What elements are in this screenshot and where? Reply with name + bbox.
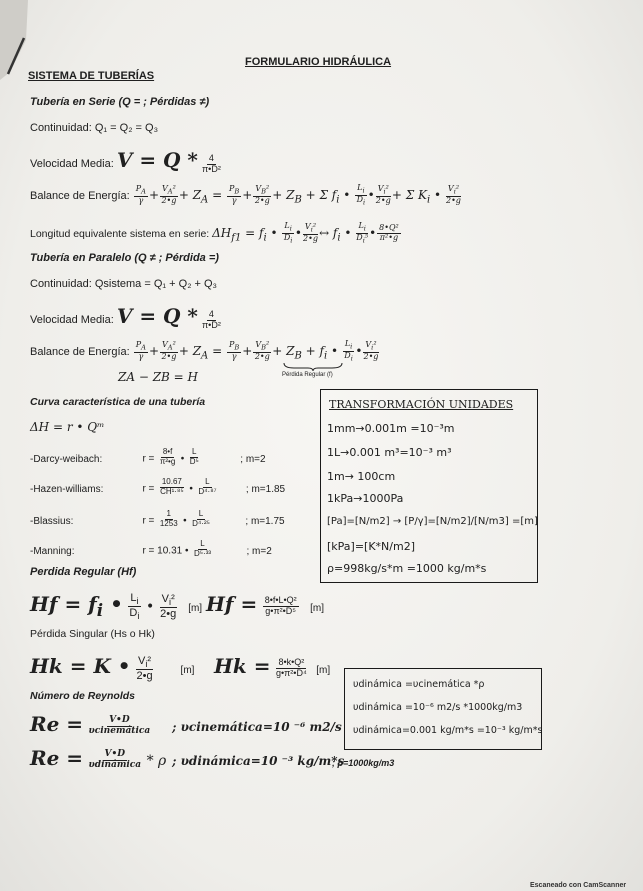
- curva-row-den1: CH¹·⁸⁵: [160, 486, 184, 496]
- curva-row-name: -Manning:: [30, 545, 75, 557]
- reynolds-num-2: V•D: [104, 749, 126, 760]
- reynolds-den-2: υdinámica: [88, 760, 142, 771]
- hf-formula-2: Hf = $\frac{\text{8•f•L•Q²}}{\text{g•π²•D⁵}}$ [m]: [206, 592, 324, 617]
- hf-formula-1: $Hf = f_i$ • $\frac{L_i}{D_i}$ • $\frac{V_i^2}{2•g}$ [m]: [30, 592, 203, 622]
- unidades-line: [kPa]=[K*N/m2]: [327, 540, 415, 553]
- curva-row-name: -Hazen-williams:: [30, 483, 104, 495]
- curva-row-num2: L: [200, 539, 205, 548]
- viscosidad-line: υdinámica =υcinemática *ρ: [353, 679, 485, 690]
- reynolds-formula-2: Re = $\frac{V•D}{\text{υdinámica}}$ * ρ: [30, 746, 167, 771]
- reynolds-note-2: ; υdinámica=10 ⁻³ kg/m*s: [172, 754, 345, 768]
- curva-row-lhs: r = 10.31 •: [142, 545, 189, 557]
- footer-watermark: Escaneado con CamScanner: [530, 882, 627, 889]
- hf-num2: 8•f•L•Q²: [264, 595, 297, 606]
- curva-row-num1: 10.67: [161, 477, 182, 486]
- perdida-regular-note: Pérdida Regular (f): [282, 372, 333, 378]
- paralelo-velocidad-lhs: V = Q *: [116, 304, 198, 328]
- paralelo-balance-formula: $\frac{P_A}{\gamma}$ + $\frac{V_A^2}{2•g}$ + $Z_A$ = $\frac{P_B}{\gamma}$ + $\frac{V_B^2}{2•g}$ + $Z_B + f_i$ • $\frac{L_i}{D_i}$ • $\frac{V_i^2}{2•g}$: [135, 339, 379, 363]
- perdida-regular-brace: [282, 362, 344, 372]
- serie-velocidad-frac: [202, 154, 221, 175]
- paralelo-continuidad-label: Continuidad:: [30, 278, 92, 290]
- serie-continuidad: [30, 122, 158, 134]
- curva-row-m: ; m=1.85: [245, 483, 286, 495]
- curva-row-den2: D⁵·³³: [193, 548, 212, 558]
- paralelo-balance-label: Balance de Energía:: [30, 345, 130, 358]
- curva-row-den1: π²•g: [159, 456, 176, 466]
- curva-row-m: ; m=2: [240, 453, 266, 465]
- serie-longitud-formula: $\Delta H_{f1} = f_i$ • $\frac{L_i}{D_i}$ • $\frac{V_i^2}{2•g}$ ↔ $f_i$ • $\frac{L_i}{D_i^5}$ • $\frac{\text{8•Q²}}{\text{π²•g}}$: [212, 221, 399, 245]
- hf-den2: g•π²•D⁵: [265, 606, 297, 617]
- section-heading: SISTEMA DE TUBERÍAS: [28, 70, 155, 82]
- hs-heading: Pérdida Singular (Hs o Hk): [30, 628, 155, 640]
- serie-balance-label: Balance de Energía:: [30, 189, 130, 202]
- hf-heading: Perdida Regular (Hf): [30, 566, 137, 578]
- reynolds-heading: Número de Reynolds: [30, 690, 136, 702]
- serie-velocidad-lhs: V = Q *: [116, 148, 198, 172]
- curva-row-name: -Blassius:: [30, 515, 74, 527]
- serie-velocidad: [30, 148, 222, 174]
- paralelo-velocidad: [30, 304, 222, 330]
- reynolds-note-2b: ; ρ=1000kg/m3: [332, 758, 395, 768]
- curva-row-den2: D⁴·⁸⁷: [198, 486, 217, 496]
- hs-den2: g•π²•D⁴: [275, 668, 307, 679]
- paralelo-velocidad-den: π•D²: [201, 319, 221, 330]
- hs-formula-1: Hk = K • $\frac{V_i^2}{2•g}$ [m]: [30, 654, 195, 683]
- curva-row-den1: 1253: [159, 518, 178, 528]
- curva-row-lhs: r =: [142, 453, 155, 465]
- reynolds-note-1: ; υcinemática=10 ⁻⁶ m2/s: [172, 720, 342, 734]
- unidades-line: 1L→0.001 m³=10⁻³ m³: [327, 446, 452, 459]
- unidades-heading: TRANSFORMACIÓN UNIDADES: [329, 398, 514, 411]
- curva-row-lhs: r =: [142, 515, 155, 527]
- serie-heading: Tubería en Serie (Q = ; Pérdidas ≠): [30, 96, 210, 108]
- unidades-line: [Pa]=[N/m2] → [P/γ]=[N/m2]/[N/m3] =[m]: [327, 516, 538, 527]
- curva-row-lhs: r =: [142, 483, 155, 495]
- unidades-line: 1m→ 100cm: [327, 470, 396, 483]
- curva-row-num1: 1: [166, 509, 171, 518]
- serie-velocidad-num: 4: [208, 152, 214, 163]
- curva-row-num2: L: [205, 477, 210, 486]
- paralelo-velocidad-label: Velocidad Media:: [30, 314, 114, 326]
- paralelo-velocidad-frac: [202, 310, 221, 331]
- curva-row-num2: L: [192, 447, 197, 456]
- viscosidad-box: [344, 668, 542, 750]
- reynolds-den-1: υcinemática: [88, 726, 151, 737]
- curva-row: -Blassius: r = $\frac{1}{1253}$ • $\frac{L}{\text{D⁴·²⁵}}$ ; m=1.75: [30, 509, 285, 528]
- curva-row-name: -Darcy-weibach:: [30, 453, 103, 465]
- paralelo-continuidad-eq: Qsistema = Q₁ + Q₂ + Q₃: [94, 278, 218, 290]
- serie-balance: [30, 184, 462, 207]
- curva-row-num2: L: [198, 509, 204, 518]
- serie-velocidad-label: Velocidad Media:: [30, 158, 114, 170]
- unidades-line: ρ=998kg/s*m =1000 kg/m*s: [327, 562, 487, 575]
- paralelo-continuidad: [30, 278, 217, 290]
- serie-velocidad-den: π•D²: [201, 163, 221, 174]
- curva-row-den2: D⁴·²⁵: [192, 518, 210, 528]
- hs-unit-1: [m]: [180, 665, 195, 676]
- curva-row-num1: 8•f: [162, 447, 173, 456]
- serie-balance-formula: $\frac{P_A}{\gamma}$ + $\frac{V_A^2}{2•g}$ + $Z_A$ = $\frac{P_B}{\gamma}$ + $\frac{V_B^2}{2•g}$ + $Z_B + \Sigma$ $f_i$ • $\frac{L_i}{D_i}$ • $\frac{V_i^2}{2•g}$ + Σ $K_i$ • $\frac{V_i^2}{2•g}$: [135, 183, 461, 207]
- serie-continuidad-eq: Q₁ = Q₂ = Q₃: [94, 122, 159, 134]
- viscosidad-line: υdinámica =10⁻⁶ m2/s *1000kg/m3: [353, 702, 523, 713]
- viscosidad-line: υdinámica=0.001 kg/m*s =10⁻³ kg/m*s: [353, 725, 543, 736]
- paralelo-heading: Tubería en Paralelo (Q ≠ ; Pérdida =): [30, 252, 219, 264]
- unidades-box: [320, 389, 538, 583]
- hf-unit-1: [m]: [188, 603, 203, 614]
- reynolds-num-1: V•D: [109, 715, 130, 726]
- paralelo-balance: [30, 340, 380, 363]
- reynolds-formula-1: Re = $\frac{V•D}{\text{υcinemática}}$: [30, 712, 151, 737]
- curva-row: -Darcy-weibach: r = $\frac{8•f}{\text{π²•g}}$ • $\frac{L}{\text{D⁵}}$ ; m=2: [30, 447, 266, 466]
- serie-longitud: [30, 222, 402, 245]
- hs-unit-2: [m]: [316, 665, 331, 676]
- serie-longitud-label: Longitud equivalente sistema en serie:: [30, 227, 210, 240]
- paralelo-velocidad-num: 4: [208, 308, 214, 319]
- unidades-line: 1mm→0.001m =10⁻³m: [327, 422, 455, 435]
- curva-row: [30, 540, 272, 559]
- page-title: FORMULARIO HIDRÁULICA: [245, 56, 392, 68]
- hs-formula-2: Hk = $\frac{\text{8•k•Q²}}{\text{g•π²•D⁴}}$ [m]: [214, 654, 331, 679]
- curva-row: -Hazen-williams: r = $\frac{10.67}{\text{CH¹·⁸⁵}}$ • $\frac{L}{\text{D⁴·⁸⁷}}$ ; m=1.85: [30, 477, 286, 496]
- serie-continuidad-label: Continuidad:: [30, 122, 92, 134]
- unidades-line: 1kPa→1000Pa: [327, 492, 404, 505]
- curva-heading: Curva característica de una tubería: [30, 396, 206, 408]
- curva-row-m: ; m=2: [246, 545, 272, 557]
- curva-row-den2: D⁵: [189, 456, 199, 466]
- za-zb-eq: ZA − ZB = H: [118, 370, 198, 384]
- curva-row-m: ; m=1.75: [245, 515, 285, 527]
- curva-eq: ΔH = r • Qᵐ: [30, 420, 105, 434]
- hs-num2: 8•k•Q²: [278, 657, 305, 668]
- hf-unit-2: [m]: [310, 603, 324, 614]
